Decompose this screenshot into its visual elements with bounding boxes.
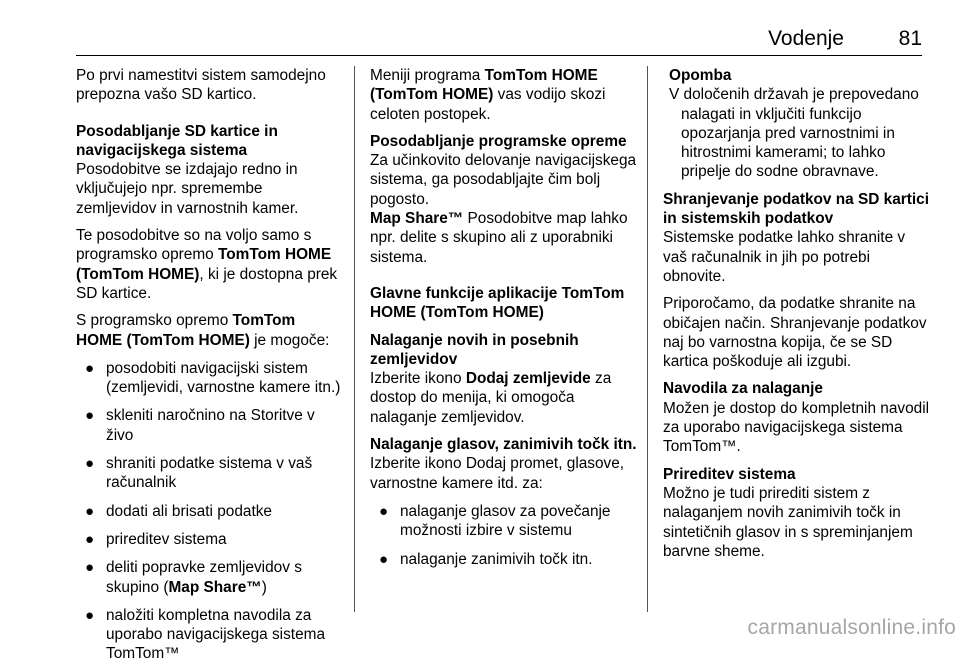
paragraph-customize: Možno je tudi prirediti sistem z nalaganjem novih zanimivih točk in sintetičnih glasov in s spreminjanjem barvne sheme. (663, 484, 913, 560)
column-3 (663, 66, 931, 561)
bullet-icon: ● (85, 606, 95, 624)
page-number: 81 (898, 27, 922, 50)
list-item: ● prireditev sistema (85, 530, 227, 548)
heading-save-data: Shranjevanje podatkov na SD kartici in sistemskih podatkov (663, 190, 930, 228)
list-item: ● skleniti naročnino na Storitve v živo (85, 407, 315, 444)
paragraph-updates: Posodobitve se izdajajo redno in vključujejo npr. spremembe zemljevidov in varnostnih kamer. (76, 161, 299, 217)
heading-load-voices: Nalaganje glasov, zanimivih točk itn. (370, 436, 637, 454)
bullet-icon: ● (379, 550, 389, 568)
paragraph-load-maps: Izberite ikono Dodaj zemljevide za dostop do menija, ki omogoča nalaganje zemljevidov. (370, 370, 612, 426)
list-item: ● nalaganje glasov za povečanje možnosti izbire v sistemu (379, 502, 611, 540)
header-rule (76, 55, 922, 56)
note-text: V določenih državah je prepovedano nalagati in vključiti funkcijo opozarjanja pred varnostnimi in hitrostnimi kamerami; to lahko pripelje do sodne obravnave. (669, 86, 919, 181)
paragraph-manual: Možen je dostop do kompletnih navodil za uporabo navigacijskega sistema TomTom™. (663, 399, 930, 456)
list-item: ● posodobiti navigacijski sistem (zemljevidi, varnostne kamere itn.) (85, 359, 341, 397)
column-1 (76, 66, 344, 664)
bullet-icon: ● (85, 407, 95, 425)
paragraph-recommend: Priporočamo, da podatke shranite na običajen način. Shranjevanje podatkov naj bo varnostna kopija, če se SD kartica poškoduje ali izgubi. (663, 295, 927, 371)
capabilities-list (76, 359, 344, 664)
paragraph-efficient: Za učinkovito delovanje navigacijskega sistema, ga posodabljajte čim bolj pogosto. (370, 152, 637, 208)
bullet-icon: ● (85, 502, 95, 520)
bullet-icon: ● (85, 455, 95, 473)
bullet-icon: ● (85, 559, 95, 577)
list-item: ● naložiti kompletna navodila za uporabo navigacijskega sistema TomTom™ (85, 606, 326, 663)
list-item: ● shraniti podatke sistema v vaš računalnik (85, 455, 313, 492)
section-title: Vodenje (768, 27, 844, 50)
page-header (76, 26, 922, 56)
list-item: ● nalaganje zanimivih točk itn. (379, 550, 593, 568)
bullet-icon: ● (85, 530, 95, 548)
note-title: Opomba (669, 67, 732, 84)
heading-manual: Navodila za nalaganje (663, 380, 823, 398)
voices-list (370, 502, 638, 569)
column-divider-1 (354, 66, 355, 612)
paragraph-menus: Meniji programa TomTom HOME (TomTom HOME) vas vodijo skozi celoten postopek. (370, 67, 606, 123)
watermark: carmanualsonline.info (747, 616, 956, 639)
heading-customize: Prireditev sistema (663, 465, 796, 483)
list-item: ● dodati ali brisati podatke (85, 502, 272, 520)
heading-load-maps: Nalaganje novih in posebnih zemljevidov (370, 331, 579, 368)
column-divider-2 (647, 66, 648, 612)
heading-sd-update: Posodabljanje SD kartice in navigacijskega sistema (76, 122, 278, 159)
heading-software-update: Posodabljanje programske opreme (370, 132, 627, 150)
paragraph-map-share: Map Share™ Posodobitve map lahko npr. delite s skupino ali z uporabniki sistema. (370, 210, 628, 266)
paragraph-save-data: Sistemske podatke lahko shranite v vaš računalnik in jih po potrebi obnovite. (663, 229, 906, 285)
bullet-icon: ● (379, 502, 389, 520)
paragraph-load-voices: Izberite ikono Dodaj promet, glasove, varnostne kamere itd. za: (370, 455, 625, 492)
heading-main-functions: Glavne funkcije aplikacije TomTom HOME (TomTom HOME) (370, 284, 625, 322)
intro-paragraph: Po prvi namestitvi sistem samodejno prepozna vašo SD kartico. (76, 67, 326, 104)
paragraph-tomtom-home: Te posodobitve so na voljo samo s programsko opremo TomTom HOME (TomTom HOME), ki je dostopna prek SD kartice. (76, 227, 338, 302)
paragraph-capabilities: S programsko opremo TomTom HOME (TomTom HOME) je mogoče: (76, 312, 330, 349)
note-box (663, 66, 931, 182)
bullet-icon: ● (85, 359, 95, 377)
list-item: ● deliti popravke zemljevidov s skupino (Map Share™) (85, 559, 302, 596)
column-2 (370, 66, 638, 569)
